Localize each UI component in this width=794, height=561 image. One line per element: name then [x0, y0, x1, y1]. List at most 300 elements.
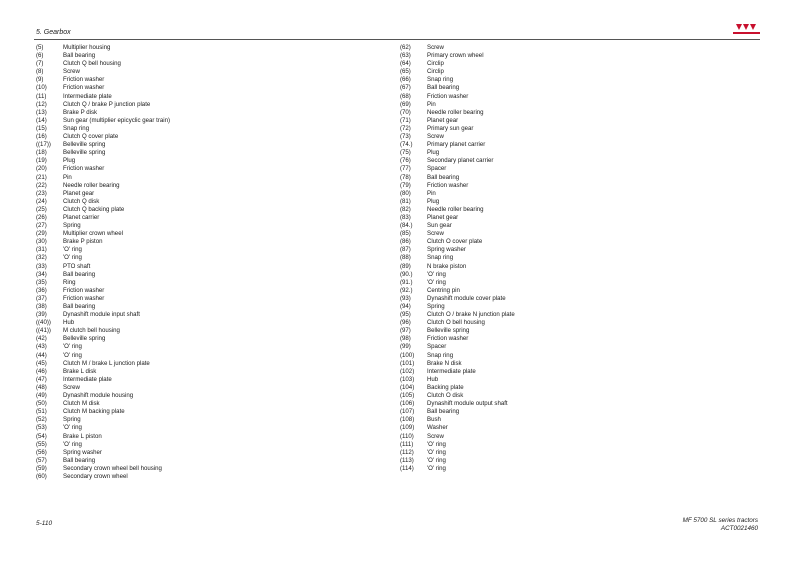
item-number: (89): [400, 262, 411, 270]
list-item: [400, 133, 730, 141]
item-number: (13): [36, 108, 47, 116]
item-label: Friction washer: [63, 165, 105, 173]
list-item: [36, 327, 366, 335]
list-item: [400, 238, 730, 246]
item-number: (94): [400, 303, 411, 310]
item-label: Clutch Q cover plate: [63, 133, 119, 141]
item-label: Secondary crown wheel bell housing: [63, 464, 162, 472]
list-item: [400, 117, 730, 125]
list-item: [36, 457, 366, 465]
header-divider: [34, 39, 760, 40]
list-item: [36, 433, 366, 441]
list-item: [36, 311, 366, 319]
item-label: Snap ring: [63, 124, 90, 132]
item-label: N brake piston: [427, 262, 467, 270]
item-label: Planet gear: [63, 189, 95, 197]
list-item: [36, 246, 366, 254]
item-number: (44): [36, 351, 47, 359]
item-number: (22): [36, 181, 47, 189]
item-number: (105): [400, 392, 415, 400]
item-number: (97): [400, 327, 411, 335]
item-number: (42): [36, 335, 47, 343]
item-label: Friction washer: [63, 286, 105, 294]
list-item: [36, 52, 366, 60]
list-item: [36, 473, 366, 481]
list-item: [36, 76, 366, 84]
item-label: Clutch O / brake N junction plate: [427, 311, 515, 319]
item-number: (55): [36, 440, 47, 448]
item-number: (98): [400, 335, 411, 343]
list-item: [36, 174, 366, 182]
list-item: [400, 433, 730, 441]
list-item: [400, 182, 730, 190]
item-number: (54): [36, 432, 47, 440]
list-item: [36, 441, 366, 449]
list-item: [36, 376, 366, 384]
list-item: [36, 335, 366, 343]
list-item: [36, 141, 366, 149]
item-number: (7): [36, 60, 44, 68]
list-item: [400, 125, 730, 133]
item-number: (82): [400, 205, 411, 213]
item-label: Dynashift module cover plate: [427, 294, 506, 302]
item-number: (86): [400, 238, 411, 246]
item-number: (33): [36, 262, 47, 270]
document-info: [683, 517, 758, 533]
item-number: (52): [36, 416, 47, 424]
list-item: [400, 101, 730, 109]
item-label: 'O' ring: [63, 254, 82, 262]
item-number: (96): [400, 319, 411, 327]
item-label: 'O' ring: [427, 440, 446, 448]
item-label: Ball bearing: [63, 52, 96, 60]
item-number: (11): [36, 92, 47, 100]
item-number: (104): [400, 383, 415, 391]
item-number: (84.): [400, 222, 413, 230]
list-item: [400, 84, 730, 92]
item-number: (85): [400, 230, 411, 238]
item-label: Belleville spring: [63, 149, 106, 157]
item-number: (83): [400, 213, 411, 221]
item-label: Clutch O bell housing: [427, 319, 485, 327]
item-label: Clutch O disk: [427, 392, 464, 400]
item-number: (12): [36, 100, 47, 108]
list-item: [36, 117, 366, 125]
item-number: (53): [36, 424, 47, 432]
item-label: Friction washer: [63, 76, 105, 84]
item-label: Circlip: [427, 60, 444, 68]
list-item: [400, 263, 730, 271]
list-item: [36, 416, 366, 424]
item-label: Screw: [427, 432, 444, 440]
item-number: (107): [400, 408, 415, 416]
list-item: [400, 457, 730, 465]
item-number: (77): [400, 165, 411, 173]
item-number: (92.): [400, 286, 413, 294]
list-item: [400, 441, 730, 449]
item-number: (88): [400, 254, 411, 262]
item-label: Screw: [427, 44, 444, 51]
list-item: [36, 400, 366, 408]
list-item: [400, 174, 730, 182]
item-number: (62): [400, 44, 411, 51]
item-number: (76): [400, 157, 411, 165]
item-label: Planet gear: [427, 116, 459, 124]
item-label: 'O' ring: [427, 456, 446, 464]
list-item: [400, 93, 730, 101]
list-item: [36, 230, 366, 238]
item-number: (56): [36, 448, 47, 456]
item-label: PTO shaft: [63, 262, 91, 270]
item-label: Needle roller bearing: [427, 205, 484, 213]
list-item: [400, 352, 730, 360]
item-label: Friction washer: [63, 294, 105, 302]
item-label: Plug: [427, 149, 440, 157]
item-number: (32): [36, 254, 47, 262]
item-label: Dynashift module input shaft: [63, 311, 140, 319]
item-number: (25): [36, 205, 47, 213]
item-number: (65): [400, 68, 411, 76]
item-number: (46): [36, 367, 47, 375]
section-title: 5. Gearbox: [36, 29, 71, 36]
list-item: [400, 165, 730, 173]
item-label: Sun gear: [427, 222, 452, 230]
item-number: (64): [400, 60, 411, 68]
item-number: (26): [36, 213, 47, 221]
item-number: (114): [400, 464, 414, 472]
list-item: [36, 125, 366, 133]
item-number: (80): [400, 189, 411, 197]
item-label: Multiplier crown wheel: [63, 230, 123, 238]
item-number: (36): [36, 286, 47, 294]
item-number: (75): [400, 149, 411, 157]
list-item: [36, 149, 366, 157]
brand-logo-icon: [733, 24, 760, 37]
item-number: (47): [36, 375, 47, 383]
item-number: (24): [36, 197, 47, 205]
list-item: [36, 271, 366, 279]
item-number: (67): [400, 84, 411, 92]
item-label: 'O' ring: [427, 448, 446, 456]
list-item: [400, 157, 730, 165]
item-label: Ball bearing: [427, 84, 460, 92]
list-item: [400, 76, 730, 84]
item-number: (37): [36, 294, 47, 302]
item-label: Friction washer: [63, 84, 105, 92]
item-label: Clutch Q / brake P junction plate: [63, 100, 151, 108]
list-item: [36, 319, 366, 327]
item-label: Spring: [427, 303, 445, 310]
item-label: Ball bearing: [427, 408, 460, 416]
list-item: [400, 408, 730, 416]
item-label: Primary planet carrier: [427, 141, 486, 149]
list-item: [400, 360, 730, 368]
item-number: (18): [36, 149, 47, 157]
item-number: (38): [36, 303, 47, 310]
item-label: Clutch M disk: [63, 400, 100, 408]
list-item: [36, 93, 366, 101]
list-item: [36, 263, 366, 271]
item-label: Plug: [63, 157, 76, 165]
item-label: Clutch Q disk: [63, 197, 100, 205]
list-item: [36, 368, 366, 376]
item-label: Pin: [427, 189, 436, 197]
list-item: [400, 327, 730, 335]
item-number: ((41)): [36, 327, 51, 335]
list-item: [36, 465, 366, 473]
item-label: Hub: [427, 375, 439, 383]
list-item: [400, 149, 730, 157]
item-number: (111): [400, 440, 414, 448]
list-item: [36, 198, 366, 206]
item-number: (78): [400, 173, 411, 181]
item-number: (103): [400, 375, 415, 383]
item-label: Multiplier housing: [63, 44, 111, 51]
item-number: (81): [400, 197, 411, 205]
item-label: Spacer: [427, 165, 447, 173]
item-label: 'O' ring: [427, 278, 446, 286]
item-number: (71): [400, 116, 411, 124]
item-label: Dynashift module output shaft: [427, 400, 508, 408]
item-label: Hub: [63, 319, 75, 327]
item-number: (35): [36, 278, 47, 286]
item-label: Belleville spring: [427, 327, 470, 335]
list-item: [400, 287, 730, 295]
item-number: (60): [36, 472, 47, 480]
list-item: [400, 311, 730, 319]
list-item: [36, 206, 366, 214]
list-item: [36, 343, 366, 351]
list-item: [400, 109, 730, 117]
list-item: [400, 384, 730, 392]
list-item: [36, 214, 366, 222]
item-label: Belleville spring: [63, 335, 106, 343]
list-item: [36, 392, 366, 400]
item-label: 'O' ring: [63, 440, 82, 448]
item-number: (106): [400, 400, 415, 408]
page-number: 5-110: [36, 520, 53, 527]
item-label: Needle roller bearing: [427, 108, 484, 116]
item-number: (110): [400, 432, 414, 440]
item-label: Snap ring: [427, 351, 454, 359]
item-number: (99): [400, 343, 411, 351]
item-label: Planet carrier: [63, 213, 100, 221]
list-item: [400, 206, 730, 214]
item-number: (5): [36, 44, 44, 51]
list-item: [36, 408, 366, 416]
item-label: Circlip: [427, 68, 444, 76]
document-code: ACT0021460: [720, 525, 758, 532]
list-item: [400, 368, 730, 376]
item-label: Plug: [427, 197, 440, 205]
item-label: 'O' ring: [63, 424, 82, 432]
item-number: (68): [400, 92, 411, 100]
item-number: (100): [400, 351, 415, 359]
item-label: Belleville spring: [63, 141, 106, 149]
item-number: ((17)): [36, 141, 51, 149]
item-number: (59): [36, 464, 47, 472]
item-label: 'O' ring: [63, 246, 82, 254]
item-number: (108): [400, 416, 415, 424]
item-label: 'O' ring: [63, 343, 82, 351]
item-label: Clutch M / brake L junction plate: [63, 359, 150, 367]
list-item: [36, 449, 366, 457]
item-label: Intermediate plate: [427, 367, 476, 375]
item-number: (45): [36, 359, 47, 367]
list-item: [36, 295, 366, 303]
item-number: (74.): [400, 141, 413, 149]
item-label: M clutch bell housing: [63, 327, 120, 335]
list-item: [400, 246, 730, 254]
item-label: Ball bearing: [63, 456, 96, 464]
item-label: Snap ring: [427, 76, 454, 84]
item-number: (49): [36, 392, 47, 400]
item-label: Friction washer: [427, 181, 469, 189]
list-item: [36, 303, 366, 311]
item-label: Ball bearing: [63, 270, 96, 278]
item-label: Primary sun gear: [427, 124, 474, 132]
list-item: [36, 254, 366, 262]
item-number: (66): [400, 76, 411, 84]
item-number: (87): [400, 246, 411, 254]
item-label: Spring: [63, 416, 81, 424]
item-label: Screw: [427, 230, 444, 238]
item-label: Friction washer: [427, 92, 469, 100]
list-item: [36, 384, 366, 392]
list-item: [400, 52, 730, 60]
item-label: Sun gear (multiplier epicyclic gear train): [63, 116, 171, 124]
item-label: Clutch M backing plate: [63, 408, 125, 416]
item-number: (109): [400, 424, 415, 432]
item-label: Clutch Q bell housing: [63, 60, 121, 68]
list-item: [36, 84, 366, 92]
list-item: [400, 319, 730, 327]
list-item: [400, 198, 730, 206]
item-label: Backing plate: [427, 383, 464, 391]
list-item: [36, 279, 366, 287]
list-item: [36, 287, 366, 295]
item-label: Secondary planet carrier: [427, 157, 494, 165]
item-label: Centring pin: [427, 286, 460, 294]
item-number: (102): [400, 367, 415, 375]
item-label: Brake P disk: [63, 108, 98, 116]
list-item: [36, 60, 366, 68]
item-label: Spring: [63, 222, 81, 230]
list-item: [400, 222, 730, 230]
item-number: (14): [36, 116, 47, 124]
list-item: [36, 424, 366, 432]
item-label: Spring washer: [63, 448, 102, 456]
list-item: [400, 392, 730, 400]
item-label: Screw: [427, 133, 444, 141]
list-item: [400, 465, 730, 473]
item-label: Spacer: [427, 343, 447, 351]
item-number: (8): [36, 68, 44, 76]
item-number: (48): [36, 383, 47, 391]
list-item: [400, 343, 730, 351]
item-number: (30): [36, 238, 47, 246]
list-item: [400, 449, 730, 457]
item-number: (90.): [400, 270, 413, 278]
list-item: [400, 416, 730, 424]
item-number: (101): [400, 359, 415, 367]
list-item: [36, 157, 366, 165]
item-number: (113): [400, 456, 414, 464]
item-number: (63): [400, 52, 411, 60]
item-number: (15): [36, 124, 47, 132]
item-label: Intermediate plate: [63, 375, 112, 383]
item-number: (73): [400, 133, 411, 141]
item-label: Ball bearing: [63, 303, 96, 310]
list-item: [400, 190, 730, 198]
list-item: [400, 254, 730, 262]
item-label: 'O' ring: [427, 464, 446, 472]
item-label: Brake P piston: [63, 238, 103, 246]
item-number: (16): [36, 133, 47, 141]
item-label: Pin: [63, 173, 72, 181]
list-item: [400, 335, 730, 343]
item-label: Clutch O cover plate: [427, 238, 483, 246]
item-number: (29): [36, 230, 47, 238]
item-label: Brake L disk: [63, 367, 97, 375]
item-label: Ring: [63, 278, 76, 286]
list-item: [36, 101, 366, 109]
list-item: [400, 376, 730, 384]
item-number: (10): [36, 84, 47, 92]
list-item: [400, 424, 730, 432]
list-item: [36, 190, 366, 198]
item-number: (9): [36, 76, 44, 84]
item-number: (34): [36, 270, 47, 278]
item-label: Washer: [427, 424, 448, 432]
item-label: 'O' ring: [63, 351, 82, 359]
item-number: (20): [36, 165, 47, 173]
item-label: Friction washer: [427, 335, 469, 343]
list-item: [36, 360, 366, 368]
item-label: Needle roller bearing: [63, 181, 120, 189]
item-label: Clutch Q backing plate: [63, 205, 125, 213]
item-number: (95): [400, 311, 411, 319]
item-label: Ball bearing: [427, 173, 460, 181]
list-item: [400, 214, 730, 222]
list-item: [400, 230, 730, 238]
list-item: [36, 109, 366, 117]
item-label: Planet gear: [427, 213, 459, 221]
item-label: Intermediate plate: [63, 92, 112, 100]
list-item: [36, 352, 366, 360]
item-label: Primary crown wheel: [427, 52, 484, 60]
item-label: Dynashift module housing: [63, 392, 134, 400]
model-name: MF 5700 SL series tractors: [682, 517, 758, 524]
item-number: (70): [400, 108, 411, 116]
list-item: [400, 400, 730, 408]
list-item: [400, 303, 730, 311]
item-number: (93): [400, 294, 411, 302]
item-number: (57): [36, 456, 47, 464]
item-label: Brake N disk: [427, 359, 462, 367]
item-number: (51): [36, 408, 47, 416]
parts-list-left: [36, 44, 366, 481]
list-item: [400, 60, 730, 68]
list-item: [36, 222, 366, 230]
item-label: Pin: [427, 100, 436, 108]
list-item: [400, 141, 730, 149]
item-number: (23): [36, 189, 47, 197]
item-number: ((40)): [36, 319, 51, 327]
item-number: (69): [400, 100, 411, 108]
item-number: (27): [36, 222, 47, 230]
item-label: Screw: [63, 383, 80, 391]
